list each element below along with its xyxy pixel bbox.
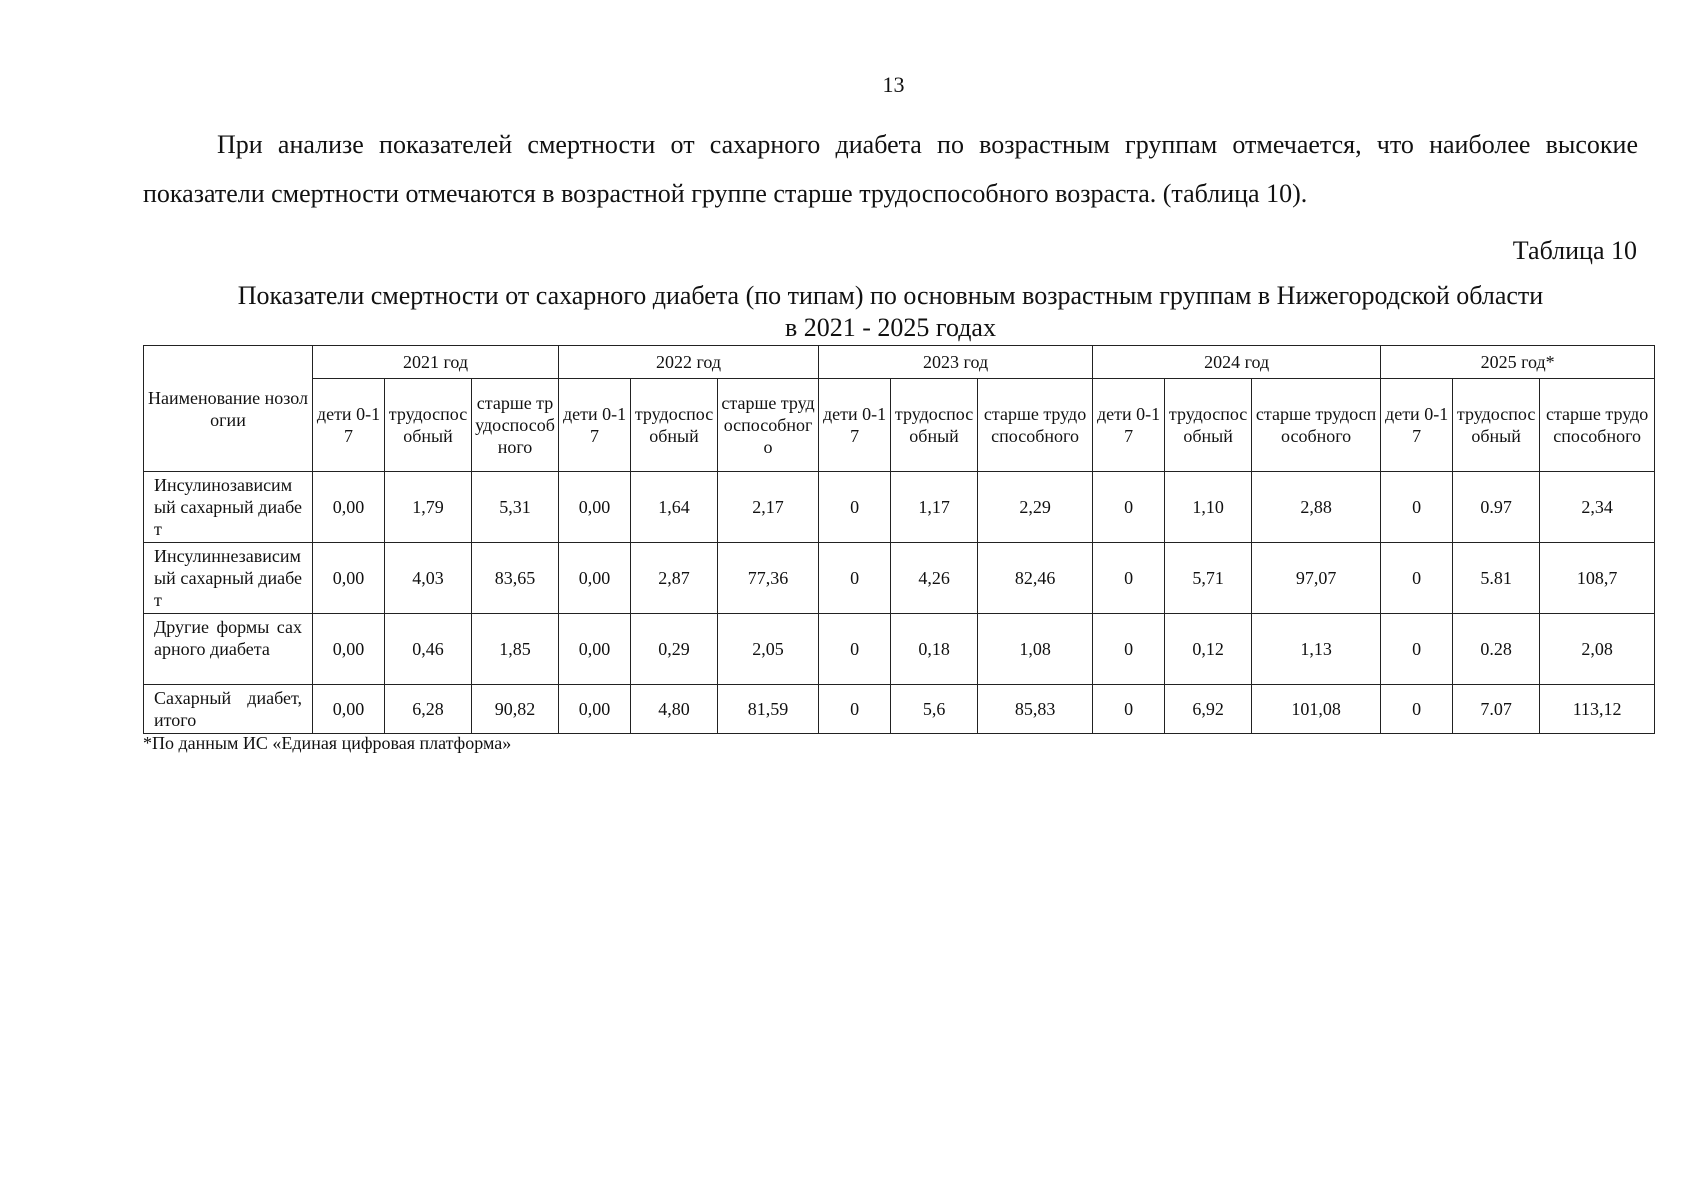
group-header: трудоспособный (1453, 379, 1540, 472)
table-cell: 2,05 (718, 614, 819, 685)
mortality-table (143, 345, 1655, 734)
table-cell: 5,71 (1165, 543, 1252, 614)
table-cell: 0,00 (313, 543, 385, 614)
group-header: трудоспособный (891, 379, 978, 472)
table-cell: 101,08 (1252, 685, 1381, 734)
year-header: 2024 год (1093, 346, 1381, 379)
table-row (144, 543, 1655, 614)
group-header: старше трудоспособного (1540, 379, 1655, 472)
table-cell: 1,17 (891, 472, 978, 543)
table-cell: 85,83 (978, 685, 1093, 734)
table-cell: 0,46 (385, 614, 472, 685)
year-header: 2023 год (819, 346, 1093, 379)
table-cell: 0,12 (1165, 614, 1252, 685)
table-cell: 4,26 (891, 543, 978, 614)
table-cell: 81,59 (718, 685, 819, 734)
table-cell: 0 (1093, 543, 1165, 614)
table-cell: 0.97 (1453, 472, 1540, 543)
table-cell: 2,29 (978, 472, 1093, 543)
table-cell: 7.07 (1453, 685, 1540, 734)
table-cell: 0,00 (313, 614, 385, 685)
table-cell: 2,88 (1252, 472, 1381, 543)
group-header: дети 0-17 (1093, 379, 1165, 472)
table-cell: 5,6 (891, 685, 978, 734)
group-header: дети 0-17 (819, 379, 891, 472)
table-cell: 4,80 (631, 685, 718, 734)
group-header: трудоспособный (385, 379, 472, 472)
year-header: 2025 год* (1381, 346, 1655, 379)
table-cell: 82,46 (978, 543, 1093, 614)
table-cell: 0,00 (313, 472, 385, 543)
group-header: дети 0-17 (559, 379, 631, 472)
table-cell: 0 (819, 685, 891, 734)
table-row (144, 472, 1655, 543)
table-cell: 77,36 (718, 543, 819, 614)
footnote: *По данным ИС «Единая цифровая платформа» (143, 733, 512, 753)
table-cell: 0,18 (891, 614, 978, 685)
year-header: 2021 год (313, 346, 559, 379)
table-cell: 2,34 (1540, 472, 1655, 543)
group-header: дети 0-17 (313, 379, 385, 472)
table-cell: 0 (1093, 472, 1165, 543)
table-row (144, 685, 1655, 734)
page-number: 13 (882, 72, 905, 97)
table-cell: 1,08 (978, 614, 1093, 685)
group-header: старше трудоспособного (1252, 379, 1381, 472)
table-cell: 1,13 (1252, 614, 1381, 685)
table-row (144, 614, 1655, 685)
table-cell: 0 (1381, 685, 1453, 734)
row-name: Сахарный диабет, итого (144, 685, 313, 734)
table-cell: 4,03 (385, 543, 472, 614)
table-cell: 1,64 (631, 472, 718, 543)
table-cell: 0 (819, 614, 891, 685)
table-cell: 1,79 (385, 472, 472, 543)
table-cell: 0,00 (313, 685, 385, 734)
table-cell: 6,28 (385, 685, 472, 734)
table-cell: 113,12 (1540, 685, 1655, 734)
table-cell: 6,92 (1165, 685, 1252, 734)
table-cell: 0 (1381, 614, 1453, 685)
table-cell: 83,65 (472, 543, 559, 614)
row-name: Инсулиннезависимый сахарный диабет (144, 543, 313, 614)
table-cell: 0 (819, 543, 891, 614)
table-cell: 0 (1381, 472, 1453, 543)
group-header: дети 0-17 (1381, 379, 1453, 472)
table-title-line-1: Показатели смертности от сахарного диабета (по типам) по основным возрастным группам в Нижегородской области (237, 281, 1544, 310)
table-cell: 1,10 (1165, 472, 1252, 543)
table-title-line-2: в 2021 - 2025 годах (785, 313, 996, 342)
table-cell: 0,00 (559, 543, 631, 614)
table-cell: 0,00 (559, 472, 631, 543)
table-label: Таблица 10 (1512, 236, 1637, 265)
group-header: старше трудоспособного (718, 379, 819, 472)
group-header: трудоспособный (1165, 379, 1252, 472)
row-name: Другие формы сахарного диабета (144, 614, 313, 685)
table-cell: 2,08 (1540, 614, 1655, 685)
table-title (143, 280, 1638, 344)
table-cell: 5,31 (472, 472, 559, 543)
group-header: трудоспособный (631, 379, 718, 472)
table-cell: 0,29 (631, 614, 718, 685)
table-cell: 108,7 (1540, 543, 1655, 614)
table-cell: 0 (1093, 614, 1165, 685)
table-cell: 0 (1381, 543, 1453, 614)
table-cell: 1,85 (472, 614, 559, 685)
table-cell: 2,17 (718, 472, 819, 543)
table-cell: 0.28 (1453, 614, 1540, 685)
table-cell: 2,87 (631, 543, 718, 614)
group-header: старше трудоспособного (978, 379, 1093, 472)
table-cell: 0,00 (559, 614, 631, 685)
table-cell: 0,00 (559, 685, 631, 734)
table-cell: 0 (1093, 685, 1165, 734)
table-cell: 90,82 (472, 685, 559, 734)
year-header: 2022 год (559, 346, 819, 379)
table-cell: 0 (819, 472, 891, 543)
table-cell: 97,07 (1252, 543, 1381, 614)
intro-paragraph: При анализе показателей смертности от сахарного диабета по возрастным группам отмечается, что наиболее высокие показатели смертности отмечаются в возрастной группе старше трудоспособного возраста. (таблица 10). (143, 130, 1638, 208)
group-header: старше трудоспособного (472, 379, 559, 472)
table-cell: 5.81 (1453, 543, 1540, 614)
row-name: Инсулинозависимый сахарный диабет (144, 472, 313, 543)
name-header: Наименование нозологии (144, 346, 313, 472)
